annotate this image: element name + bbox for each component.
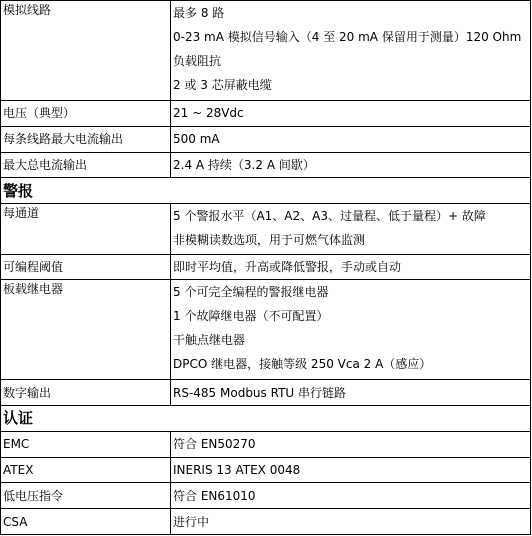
row-value-cell: [171, 280, 531, 380]
row-value-line: 2 或 3 芯屏蔽电缆: [173, 78, 272, 92]
row-value-cell: 即时平均值，升高或降低警报，手动或自动: [171, 254, 531, 280]
row-value-line: 5 个可完全编程的警报继电器: [173, 285, 329, 300]
row-value-line: 非模糊读数选项，用于可燃气体监测: [173, 233, 366, 248]
row-label: 可编程阈值: [1, 254, 171, 280]
row-label: CSA: [1, 509, 171, 535]
row-value-line: 1 个故障继电器（不可配置）: [173, 309, 329, 324]
row-label: 每条线路最大电流输出: [1, 126, 171, 152]
row-value-cell: 符合 EN50270: [171, 431, 531, 457]
table-row: [1, 100, 531, 126]
section-header-row: [1, 406, 531, 432]
row-value-line: 0-23 mA 模拟信号输入（4 至 20 mA 保留用于测量）120 Ohm: [173, 30, 522, 44]
row-value-cell: RS-485 Modbus RTU 串行链路: [171, 380, 531, 406]
section-header-row: [1, 178, 531, 204]
table-row: [1, 126, 531, 152]
row-value-cell: 21 ~ 28Vdc: [171, 100, 531, 126]
table-row: [1, 457, 531, 483]
table-row: [1, 431, 531, 457]
row-value-cell: 2.4 A 持续（3.2 A 间歇）: [171, 152, 531, 178]
row-label: 电压（典型）: [1, 100, 171, 126]
table-row: [1, 380, 531, 406]
row-value-cell: INERIS 13 ATEX 0048: [171, 457, 531, 483]
row-label: 数字输出: [1, 380, 171, 406]
row-value-line: 最多 8 路: [173, 6, 225, 20]
row-label: 每通道: [1, 204, 171, 255]
row-label: EMC: [1, 431, 171, 457]
row-value-cell: [171, 1, 531, 101]
table-row: [1, 280, 531, 380]
row-value-cell: 500 mA: [171, 126, 531, 152]
spec-table-body: [1, 1, 531, 535]
row-label: 模拟线路: [1, 1, 171, 101]
row-value-cell: 进行中: [171, 509, 531, 535]
section-title: 认证: [1, 406, 531, 432]
row-value-line: 负载阻抗: [173, 54, 222, 68]
row-value-line: DPCO 继电器，接触等级 250 Vca 2 A（感应）: [173, 357, 432, 372]
row-label: 板载继电器: [1, 280, 171, 380]
row-label: 低电压指令: [1, 483, 171, 509]
row-label: 最大总电流输出: [1, 152, 171, 178]
table-row: [1, 1, 531, 101]
table-row: [1, 254, 531, 280]
table-row: [1, 204, 531, 255]
row-label: ATEX: [1, 457, 171, 483]
row-value-line: 5 个警报水平（A1、A2、A3、过量程、低于量程）+ 故障: [173, 209, 486, 224]
section-title: 警报: [1, 178, 531, 204]
row-value-line: 干触点继电器: [173, 333, 246, 348]
table-row: [1, 509, 531, 535]
row-value-cell: 符合 EN61010: [171, 483, 531, 509]
table-row: [1, 483, 531, 509]
table-row: [1, 152, 531, 178]
row-value-cell: [171, 204, 531, 255]
